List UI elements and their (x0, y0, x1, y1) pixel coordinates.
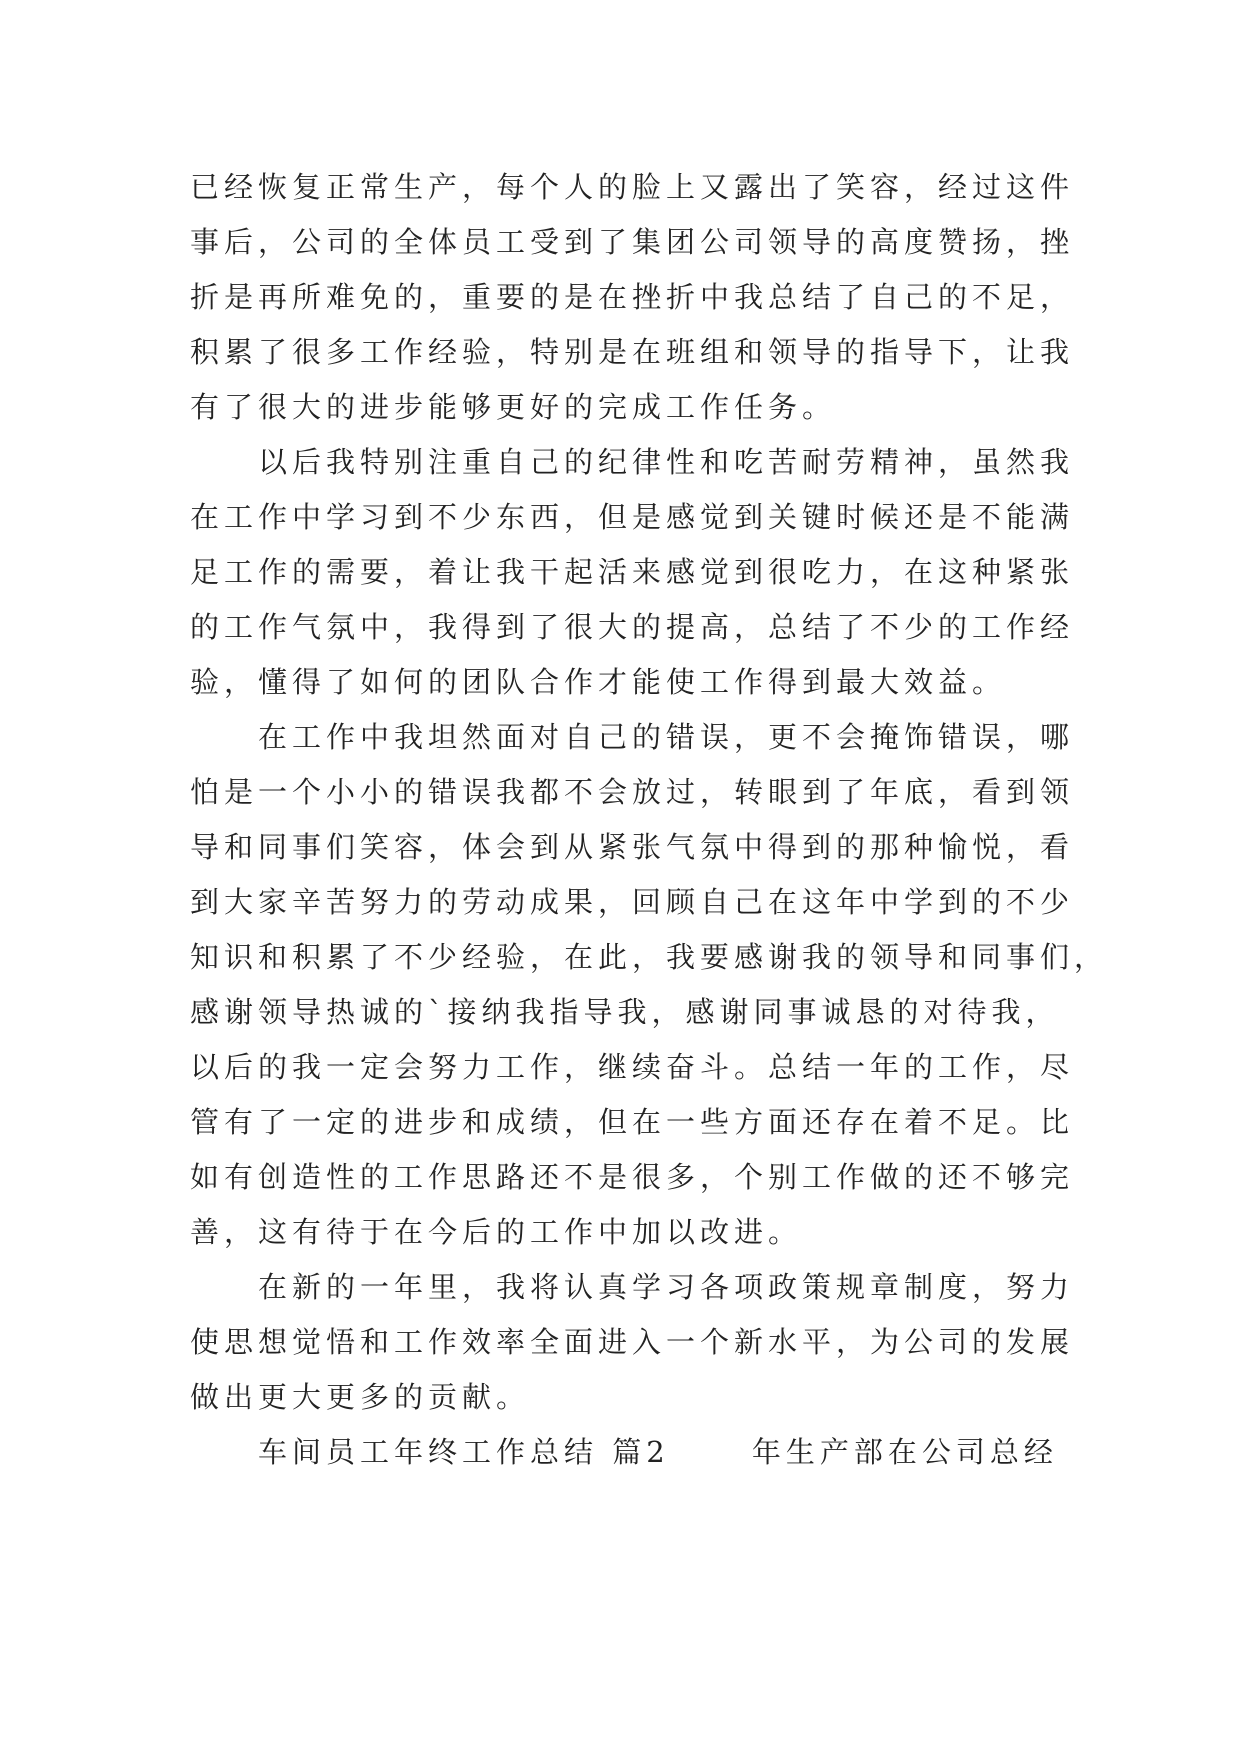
text-line: 积累了很多工作经验，特别是在班组和领导的指导下，让我 (190, 335, 1075, 369)
text-line: 验，懂得了如何的团队合作才能使工作得到最大效益。 (190, 665, 1007, 699)
text-line: 事后，公司的全体员工受到了集团公司领导的高度赞扬，挫 (190, 225, 1075, 259)
text-line: 感谢领导热诚的`接纳我指导我，感谢同事诚恳的对待我， (190, 995, 1060, 1029)
text-line: 做出更大更多的贡献。 (190, 1380, 531, 1414)
text-line: 在工作中学习到不少东西，但是感觉到关键时候还是不能满 (190, 500, 1075, 534)
text-line: 导和同事们笑容，体会到从紧张气氛中得到的那种愉悦，看 (190, 830, 1075, 864)
text-line: 使思想觉悟和工作效率全面进入一个新水平，为公司的发展 (190, 1325, 1075, 1359)
text-line: 管有了一定的进步和成绩，但在一些方面还存在着不足。比 (190, 1105, 1075, 1139)
text-line: 已经恢复正常生产，每个人的脸上又露出了笑容，经过这件 (190, 170, 1075, 204)
text-line: 的工作气氛中，我得到了很大的提高，总结了不少的工作经 (190, 610, 1075, 644)
text-line: 足工作的需要，着让我干起活来感觉到很吃力，在这种紧张 (190, 555, 1075, 589)
text-line: 折是再所难免的，重要的是在挫折中我总结了自己的不足， (190, 280, 1075, 314)
text-line: 在工作中我坦然面对自己的错误，更不会掩饰错误，哪 (190, 720, 1075, 754)
text-line: 到大家辛苦努力的劳动成果，回顾自己在这年中学到的不少 (190, 885, 1075, 919)
text-line: 知识和积累了不少经验，在此，我要感谢我的领导和同事们， (190, 940, 1109, 974)
text-line: 有了很大的进步能够更好的完成工作任务。 (190, 390, 837, 424)
text-line: 以后的我一定会努力工作，继续奋斗。总结一年的工作，尽 (190, 1050, 1075, 1084)
body-text (190, 160, 1109, 1480)
text-line: 以后我特别注重自己的纪律性和吃苦耐劳精神，虽然我 (190, 445, 1075, 479)
text-line: 车间员工年终工作总结 篇2 年生产部在公司总经 (190, 1435, 1058, 1469)
text-line: 善，这有待于在今后的工作中加以改进。 (190, 1215, 803, 1249)
text-line: 如有创造性的工作思路还不是很多，个别工作做的还不够完 (190, 1160, 1075, 1194)
text-line: 怕是一个小小的错误我都不会放过，转眼到了年底，看到领 (190, 775, 1075, 809)
text-line: 在新的一年里，我将认真学习各项政策规章制度，努力 (190, 1270, 1075, 1304)
